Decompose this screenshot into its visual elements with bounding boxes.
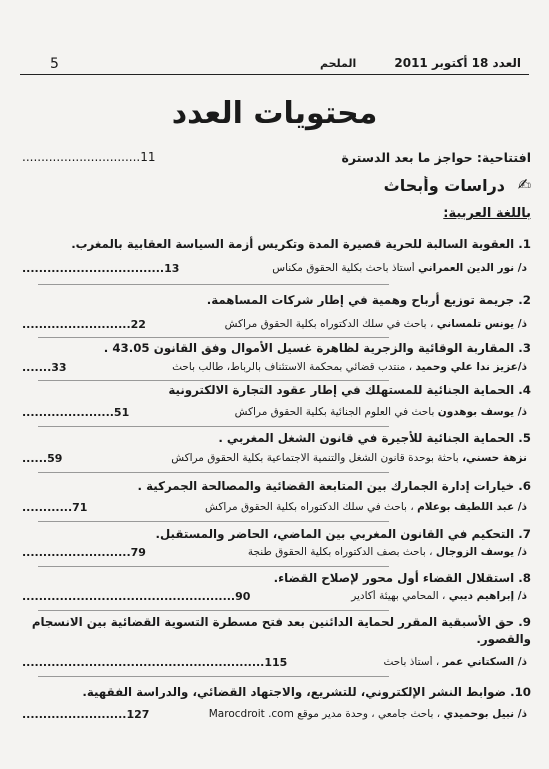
article-author-1: [22, 262, 527, 278]
author-name: ذ/ السكتاني عمر: [442, 656, 527, 668]
page-ref: ..........................79: [22, 546, 146, 559]
article-title-7: 7. التحكيم في القانون المغربي بين الماضي، الحاضر والمستقبل.: [155, 527, 531, 541]
article-title-9: 9. حق الأسبقية المقرر لحماية الدائنين بعد فتح مسطرة التسوية القضائية بين الانسجام والقصور.: [31, 615, 531, 646]
article-author-6: [22, 501, 527, 517]
article-title-10: 10. ضوابط النشر الإلكتروني، للتشريع، والاجتهاد القضائي، والدراسة الفقهية.: [82, 685, 531, 699]
article-author-5: [22, 452, 527, 468]
article-author-3: [22, 361, 527, 377]
page-ref: ......................51: [22, 406, 130, 419]
language-heading: باللغة العربية:: [443, 206, 531, 221]
article-title-1: 1. العقوبة السالبة للحرية قصيرة المدة وتكريس أزمة السياسة العقابية بالمغرب.: [71, 237, 531, 251]
author-affiliation: باحث في العلوم الجنائية بكلية الحقوق مراكش: [234, 406, 435, 418]
divider: [38, 521, 389, 522]
divider: [38, 380, 389, 381]
article-author-4: [22, 406, 527, 422]
author-affiliation: ، باحث في سلك الدكتوراه بكلية الحقوق مراكش: [204, 501, 414, 513]
divider: [38, 472, 389, 473]
divider: [38, 426, 389, 427]
article-author-2: [22, 318, 527, 334]
running-header: [20, 52, 529, 75]
article-author-7: [22, 546, 527, 562]
page-ref: ..........................22: [22, 318, 146, 331]
author-name: د/ نور الدين العمراني: [418, 262, 527, 274]
author-affiliation: ، باحث في سلك الدكتوراه بكلية الحقوق مراكش: [224, 318, 434, 330]
page-title: محتويات العدد: [171, 96, 378, 131]
page-ref: ..........................................................115: [22, 656, 288, 669]
page-ref: ..................................13: [22, 262, 180, 275]
quill-icon: ✍: [517, 176, 531, 194]
editorial-entry: [22, 150, 531, 168]
author-name: ذ/ عبد اللطيف بوعلام: [417, 501, 527, 513]
article-author-8: [22, 590, 527, 606]
author-name: ذ/ يوسف بوهدون: [437, 406, 527, 418]
section-heading: [22, 176, 531, 198]
article-title-6: 6. خيارات إدارة الجمارك بين المتابعة القضائية والمصالحة الجمركية .: [137, 479, 531, 493]
author-affiliation: ، منتدب قضائي بمحكمة الاستئناف بالرباط، طالب باحث: [172, 361, 413, 373]
author-name: نزهة حسني،: [462, 452, 527, 464]
article-author-9: [22, 656, 527, 672]
editorial-title: افتتاحية: حواجز ما بعد الدسترة: [341, 150, 531, 165]
divider: [38, 676, 389, 677]
author-affiliation: أستاذ باحث بكلية الحقوق مكناس: [272, 262, 415, 274]
author-affiliation: ، باحث جامعي ، وحدة مدير موقع Marocdroit .com: [208, 708, 441, 720]
page-ref: ............71: [22, 501, 88, 514]
article-author-10: [22, 708, 527, 724]
page-ref: .......33: [22, 361, 67, 374]
author-affiliation: ، أستاذ باحث: [383, 656, 440, 668]
issue-info: العدد 18 أكتوبر 2011: [394, 56, 521, 70]
author-name: ذ/ يوسف الزوجال: [435, 546, 527, 558]
article-title-2: 2. جريمة توزيع أرباح وهمية في إطار شركات المساهمة.: [206, 293, 531, 307]
page-number: 5: [50, 56, 59, 72]
page-ref: .........................127: [22, 708, 150, 721]
divider: [38, 566, 389, 567]
article-title-5: 5. الحماية الجنائية للأجيرة في قانون الشغل المغربي .: [218, 431, 531, 445]
divider: [38, 337, 389, 338]
divider: [38, 284, 389, 285]
author-name: ذ/عزيز ندا علي وحميد: [415, 361, 527, 373]
author-name: ذ/ إبراهيم ديبي: [448, 590, 527, 602]
page-ref: ......59: [22, 452, 63, 465]
article-title-4: 4. الحماية الجنائية للمستهلك في إطار عقود التجارة الالكترونية: [168, 383, 531, 397]
article-title-3: 3. المقاربة الوقائية والزجرية لظاهرة غسيل الأموال وفق القانون 43.05 .: [103, 341, 531, 355]
magazine-name: الملحم: [320, 57, 357, 70]
author-affiliation: ، المحامي بهيئة أكادير: [351, 590, 446, 602]
editorial-page: ...............................11: [22, 150, 156, 164]
author-name: ذ/ يونس تلمساني: [436, 318, 527, 330]
author-affiliation: ، باحث بصف الدكتوراه بكلية الحقوق طنجة: [247, 546, 433, 558]
page-ref: ...................................................90: [22, 590, 251, 603]
divider: [38, 610, 389, 611]
author-name: ذ/ نبيل بوحميدي: [443, 708, 527, 720]
article-title-8: 8. استقلال القضاء أول محور لإصلاح القضاء.: [273, 571, 531, 585]
author-affiliation: باحثة بوحدة قانون الشغل والتنمية الاجتماعية بكلية الحقوق مراكش: [171, 452, 459, 464]
section-title: دراسات وأبحاث: [383, 176, 505, 195]
